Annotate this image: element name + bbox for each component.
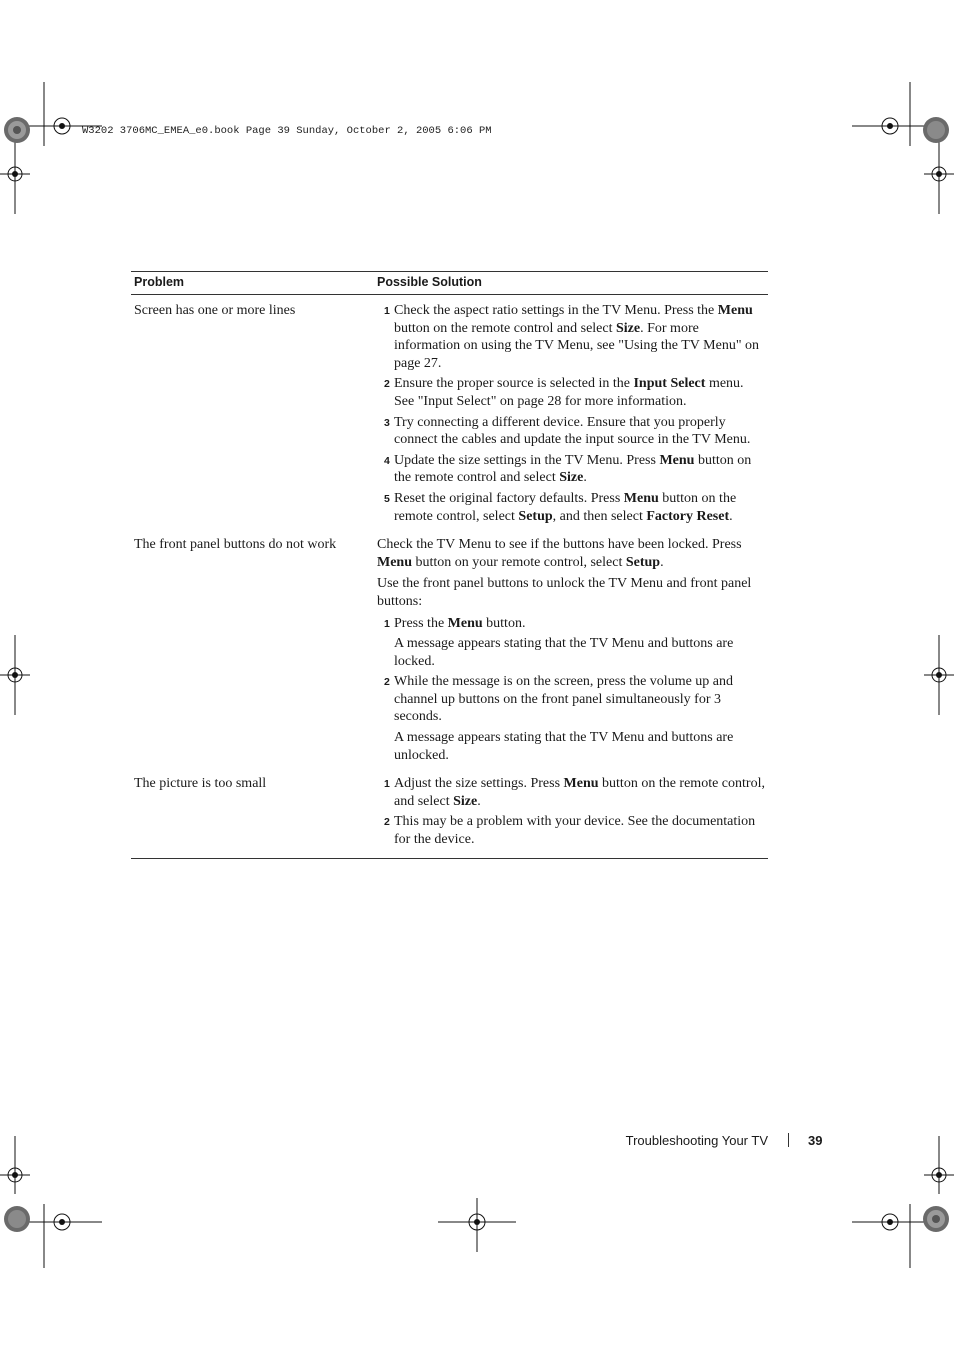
step-text bbox=[394, 414, 765, 449]
solution-cell bbox=[374, 529, 768, 768]
step-text bbox=[394, 775, 765, 810]
footer-divider bbox=[788, 1133, 789, 1147]
text-run: Update the size settings in the TV Menu. Press bbox=[394, 452, 660, 468]
solution-cell bbox=[374, 768, 768, 858]
print-header: W3202 3706MC_EMEA_e0.book Page 39 Sunday, October 2, 2005 6:06 PM bbox=[82, 125, 492, 137]
step-text bbox=[394, 813, 765, 848]
solution-steps bbox=[377, 775, 765, 848]
solution-steps bbox=[377, 302, 765, 525]
ui-term: Setup bbox=[518, 508, 553, 524]
text-run: This may be a problem with your device. See the documentation for the device. bbox=[394, 814, 756, 848]
step-note: A message appears stating that the TV Menu and buttons are locked. bbox=[394, 636, 734, 669]
page-number: 39 bbox=[808, 1133, 823, 1148]
text-run: Reset the original factory defaults. Press bbox=[394, 490, 624, 506]
step-number: 1 bbox=[384, 778, 390, 791]
step-number: 2 bbox=[384, 676, 390, 689]
step-text bbox=[394, 490, 765, 525]
ui-term: Factory Reset bbox=[646, 508, 730, 524]
step-text bbox=[394, 615, 765, 633]
text-run: button on the remote control and select bbox=[394, 452, 752, 486]
text-run: Press the bbox=[394, 615, 448, 631]
ui-term: Size bbox=[559, 470, 584, 486]
column-header-solution bbox=[374, 272, 768, 295]
ui-term: Menu bbox=[377, 554, 412, 570]
text-run: Check the aspect ratio settings in the TV Menu. Press the bbox=[394, 303, 718, 318]
text-run: Adjust the size settings. Press bbox=[394, 776, 564, 792]
solution-step bbox=[377, 813, 765, 848]
text-run: button. bbox=[482, 615, 526, 631]
table-header bbox=[131, 272, 374, 295]
troubleshooting-table bbox=[131, 271, 768, 859]
solution-step bbox=[377, 414, 765, 449]
problem-cell: The picture is too small bbox=[131, 768, 374, 858]
text-run: Check the TV Menu to see if the buttons have been locked. Press bbox=[377, 537, 742, 553]
solution-step bbox=[377, 775, 765, 810]
text-run: Use the front panel buttons to unlock the TV Menu and front panel buttons: bbox=[377, 576, 752, 609]
text-run: menu. See "Input Select" on page 28 for more information. bbox=[394, 376, 744, 409]
step-number: 4 bbox=[384, 454, 390, 467]
problem-cell: The front panel buttons do not work bbox=[134, 537, 337, 553]
text-run: While the message is on the screen, press the volume up and channel up buttons on the front panel simultaneously for 3 seconds. bbox=[394, 674, 734, 725]
solution-step bbox=[377, 673, 765, 764]
solution-steps bbox=[377, 615, 765, 765]
solution-paragraph bbox=[377, 575, 765, 610]
text-run: . bbox=[583, 470, 587, 486]
text-run: , and then select bbox=[552, 508, 647, 524]
step-number: 2 bbox=[384, 816, 390, 829]
text-run: button on your remote control, select bbox=[412, 554, 626, 570]
ui-term: Size bbox=[616, 320, 641, 336]
text-run: . bbox=[660, 554, 664, 570]
step-note: A message appears stating that the TV Menu and buttons are unlocked. bbox=[394, 730, 734, 763]
column-header-problem: Problem bbox=[134, 275, 185, 289]
ui-term: Menu bbox=[659, 452, 695, 468]
step-number: 2 bbox=[384, 378, 390, 391]
solution-step bbox=[377, 375, 765, 410]
ui-term: Menu bbox=[447, 615, 483, 631]
column-header-solution-label: Possible Solution bbox=[377, 275, 482, 289]
solution-step bbox=[377, 302, 765, 372]
solution-paragraph bbox=[377, 536, 765, 571]
solution-step bbox=[377, 490, 765, 525]
text-run: . bbox=[729, 508, 733, 524]
text-run: button on the remote control, select bbox=[394, 490, 737, 524]
ui-term: Menu bbox=[563, 776, 599, 792]
step-text bbox=[394, 375, 765, 410]
table-header-row bbox=[131, 272, 768, 295]
footer-section-title: Troubleshooting Your TV bbox=[625, 1133, 768, 1148]
text-run: Try connecting a different device. Ensure that you properly connect the cables and update the input source in the TV Menu. bbox=[394, 414, 751, 448]
table-row bbox=[131, 295, 768, 530]
step-number: 5 bbox=[384, 492, 390, 505]
text-run: button on the remote control, and select bbox=[394, 776, 765, 809]
step-number: 3 bbox=[384, 416, 390, 429]
ui-term: Setup bbox=[625, 554, 661, 570]
table-row bbox=[131, 768, 768, 858]
step-number: 1 bbox=[384, 305, 390, 317]
solution-step bbox=[377, 452, 765, 487]
problem-cell: Screen has one or more lines bbox=[134, 303, 296, 318]
step-number: 1 bbox=[384, 617, 390, 630]
ui-term: Size bbox=[453, 793, 478, 809]
text-run: button on the remote control and select bbox=[394, 320, 616, 336]
ui-term: Input Select bbox=[633, 376, 706, 392]
text-run: . For more information on using the TV Menu, see "Using the TV Menu" on page 27. bbox=[394, 320, 760, 371]
text-run: . bbox=[477, 793, 481, 809]
step-text bbox=[394, 452, 765, 487]
ui-term: Menu bbox=[623, 490, 659, 506]
table-row bbox=[131, 529, 768, 768]
step-text bbox=[394, 302, 765, 372]
step-text bbox=[394, 673, 765, 726]
text-run: Ensure the proper source is selected in the bbox=[394, 376, 634, 392]
solution-cell bbox=[374, 295, 768, 530]
solution-step bbox=[377, 615, 765, 671]
ui-term: Menu bbox=[717, 303, 753, 318]
